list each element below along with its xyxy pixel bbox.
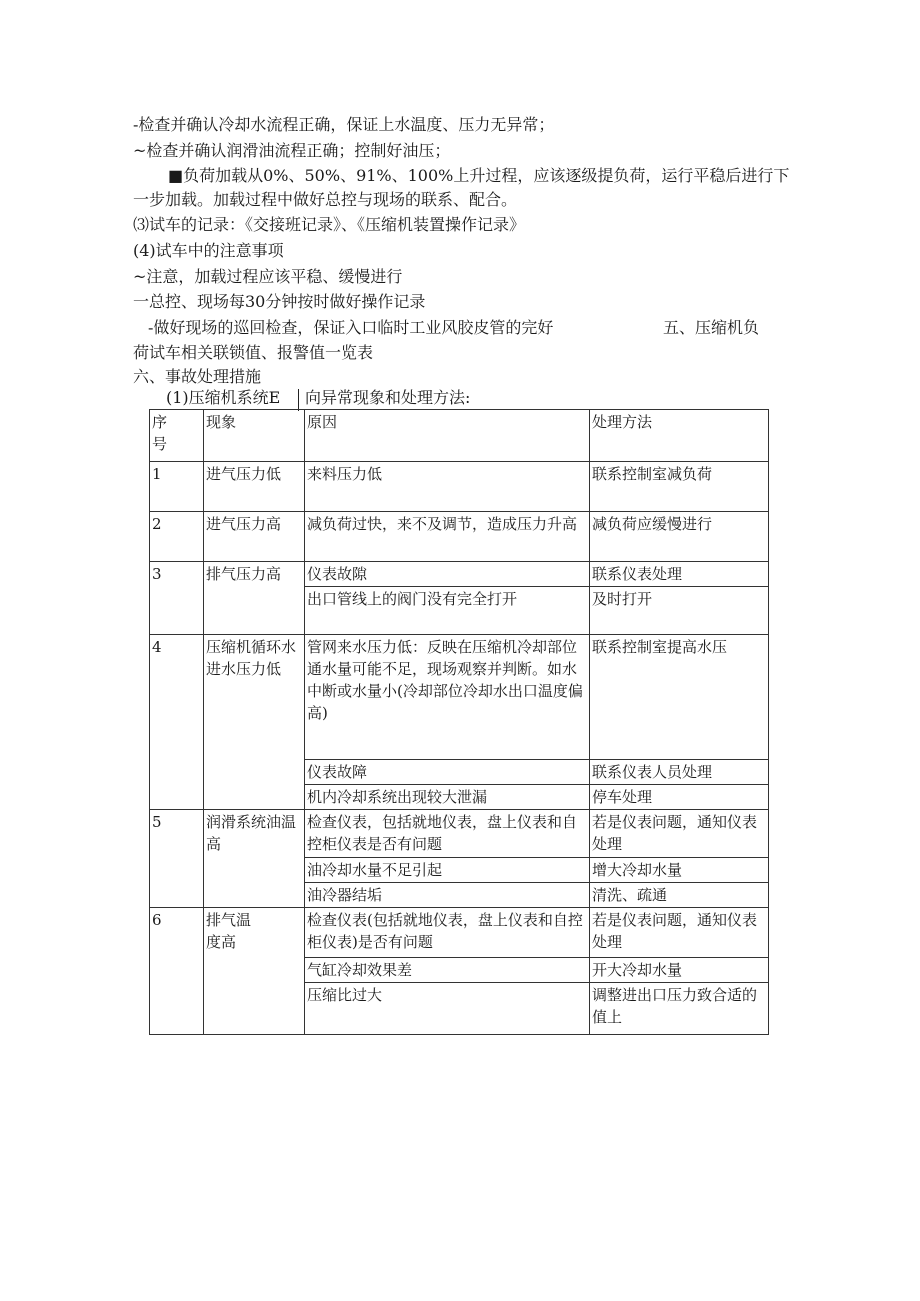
table-caption-right: 向异常现象和处理方法: [305, 388, 471, 407]
row-no: 4 [150, 635, 204, 810]
text-line-1: -检查并确认冷却水流程正确，保证上水温度、压力无异常； [133, 115, 555, 134]
row-cause: 气缸冷却效果差 [305, 958, 590, 983]
row-phenomenon: 进气压力高 [204, 512, 305, 562]
row-cause: 出口管线上的阀门没有完全打开 [305, 587, 590, 635]
row-no: 2 [150, 512, 204, 562]
row-cause: 来料压力低 [305, 462, 590, 512]
row-no: 1 [150, 462, 204, 512]
row-action: 联系控制室减负荷 [590, 462, 769, 512]
fault-table [149, 409, 769, 1035]
text-line-9: -做好现场的巡回检查，保证入口临时工业风胶皮管的完好 [148, 318, 554, 337]
row-cause: 检查仪表，包括就地仪表，盘上仪表和自控柜仪表是否有问题 [305, 810, 590, 858]
text-line-7: ~注意，加载过程应该平稳、缓慢进行 [133, 267, 403, 286]
row-action: 若是仪表问题，通知仪表处理 [590, 810, 769, 858]
row-cause: 压缩比过大 [305, 983, 590, 1035]
text-line-2: ~检查并确认润滑油流程正确；控制好油压； [133, 141, 451, 160]
row-action: 及时打开 [590, 587, 769, 635]
table-row [150, 462, 769, 512]
header-no: 序号 [150, 410, 204, 462]
row-phenomenon: 进气压力低 [204, 462, 305, 512]
row-no: 6 [150, 908, 204, 1035]
row-no: 5 [150, 810, 204, 908]
row-cause: 减负荷过快，来不及调节，造成压力升高 [305, 512, 590, 562]
text-line-6: (4)试车中的注意事项 [133, 241, 284, 260]
text-line-3: ■负荷加载从0%、50%、91%、100%上升过程，应该逐级提负荷，运行平稳后进行下 [168, 166, 790, 185]
table-caption-left: (1)压缩机系统E [166, 388, 281, 407]
table-row [150, 512, 769, 562]
row-action: 停车处理 [590, 785, 769, 810]
table-row [150, 562, 769, 587]
table-row [150, 908, 769, 958]
table-header-row [150, 410, 769, 462]
section-heading-5: 五、压缩机负 [663, 318, 760, 337]
row-cause: 仪表故障 [305, 760, 590, 785]
table-row [150, 810, 769, 858]
row-action: 联系仪表人员处理 [590, 760, 769, 785]
row-phenomenon: 排气压力高 [204, 562, 305, 635]
text-line-4: 一步加载。加载过程中做好总控与现场的联系、配合。 [133, 190, 518, 209]
row-action: 清洗、疏通 [590, 883, 769, 908]
row-cause: 管网来水压力低：反映在压缩机冷却部位通水量可能不足，现场观察并判断。如水中断或水量小(冷却部位冷却水出口温度偏高) [305, 635, 590, 760]
text-line-5: ⑶试车的记录：《交接班记录》、《压缩机装置操作记录》 [133, 215, 526, 234]
row-phenomenon: 压缩机循环水进水压力低 [204, 635, 305, 810]
row-action: 开大冷却水量 [590, 958, 769, 983]
caption-divider [298, 389, 299, 411]
table-row [150, 635, 769, 760]
row-phenomenon: 润滑系统油温高 [204, 810, 305, 908]
text-line-10: 荷试车相关联锁值、报警值一览表 [133, 343, 374, 362]
text-line-8: 一总控、现场每30分钟按时做好操作记录 [133, 292, 426, 311]
row-action: 若是仪表问题，通知仪表处理 [590, 908, 769, 958]
header-phenomenon: 现象 [204, 410, 305, 462]
row-cause: 仪表故隙 [305, 562, 590, 587]
row-action: 减负荷应缓慢进行 [590, 512, 769, 562]
row-cause: 油冷器结垢 [305, 883, 590, 908]
row-no: 3 [150, 562, 204, 635]
row-action: 增大冷却水量 [590, 858, 769, 883]
row-cause: 检查仪表(包括就地仪表，盘上仪表和自控柜仪表)是否有问题 [305, 908, 590, 958]
row-action: 调整进出口压力致合适的值上 [590, 983, 769, 1035]
row-action: 联系仪表处理 [590, 562, 769, 587]
section-heading-6: 六、事故处理措施 [133, 367, 262, 386]
row-action: 联系控制室提高水压 [590, 635, 769, 760]
row-phenomenon: 排气温度高 [204, 908, 305, 1035]
row-cause: 油冷却水量不足引起 [305, 858, 590, 883]
header-cause: 原因 [305, 410, 590, 462]
row-cause: 机内冷却系统出现较大泄漏 [305, 785, 590, 810]
header-action: 处理方法 [590, 410, 769, 462]
